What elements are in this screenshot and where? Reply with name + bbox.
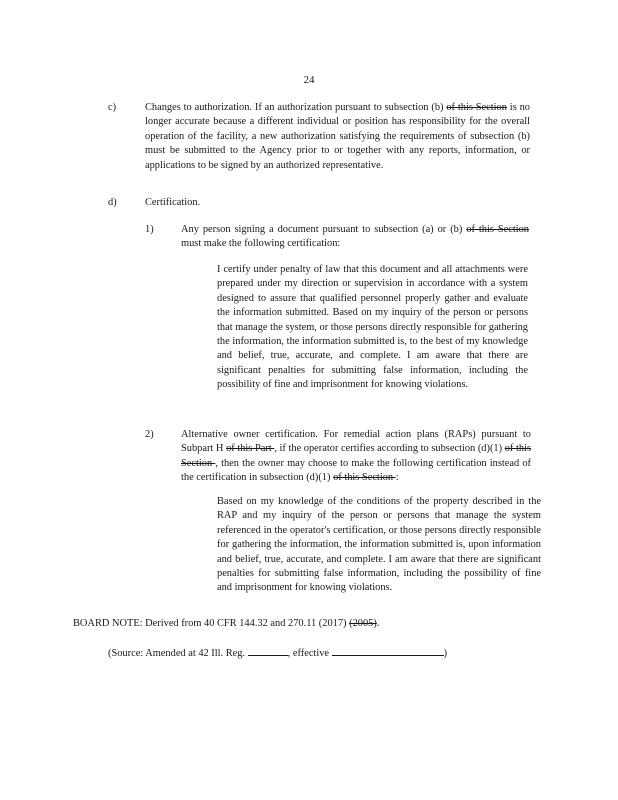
- source-suffix: ): [443, 648, 448, 659]
- source-line: [108, 645, 548, 661]
- reg-number-blank: [248, 645, 288, 656]
- item-d2-text-1: Alternative owner certification. For remedial action plans (RAPs) pursuant to Subpart H: [181, 429, 531, 455]
- item-d2-paragraph: [181, 428, 531, 486]
- item-d2-text-3: , then the owner may choose to make the following certification instead of the certification in subsection (d)(1): [181, 457, 532, 484]
- item-d-label: d): [108, 197, 117, 208]
- item-d1-text-continued: must make the following certification:: [181, 238, 341, 250]
- source-prefix: (Source: Amended at 42 Ill. Reg.: [108, 648, 248, 659]
- item-d2-label: 2): [145, 429, 154, 440]
- item-d1-paragraph: [181, 223, 529, 252]
- item-c-text: Changes to authorization. If an authorization pursuant to subsection (b): [145, 102, 447, 113]
- item-c-paragraph: [145, 101, 530, 173]
- board-note: [73, 617, 543, 631]
- board-note-end: .: [376, 618, 380, 629]
- item-d2-deleted-text-1: of this Part: [226, 443, 275, 455]
- item-d2-deleted-text-2: of this Section: [181, 443, 531, 469]
- source-middle: , effective: [287, 648, 332, 659]
- item-d2-text-4: :: [395, 472, 399, 484]
- item-d1-deleted-text: of this Section: [466, 224, 530, 235]
- board-note-deleted-text: (2005): [349, 618, 377, 629]
- certification-statement: I certify under penalty of law that this document and all attachments were prepared under my direction or supervision in accordance with a system designed to assure that qualified personnel properly gather and evaluate the information submitted. Based on my inquiry of the person or persons that manage the system, or those persons directly responsible for gathering the information, the information submitted is, to the best of my knowledge and belief, true, accurate, and complete. I am aware that there are significant penalties for submitting false information, including the possibility of fine and imprisonment for knowing violations.: [217, 264, 528, 391]
- item-d2-deleted-text-3: of this Section: [333, 472, 396, 484]
- item-c-label: c): [108, 102, 117, 113]
- item-c-text-continued: is no longer accurate because a different individual or position has responsibility for the overall operation of the facility, a new authorization satisfying the requirements of subsection (b) must be submitted to the Agency prior to or together with any reports, information, or applications to be signed by an authorized representative.: [145, 102, 530, 171]
- effective-date-blank: [332, 645, 444, 656]
- alternative-certification-statement: Based on my knowledge of the conditions of the property described in the RAP and my inquiry of the person or persons that manage the system referenced in the operator's certification, or those persons directly responsible for gathering the information, the information submitted is, upon information and belief, true, accurate, and complete. I am aware that there are significant penalties for submitting false information, including the possibility of fine and imprisonment for knowing violations.: [217, 496, 541, 594]
- item-d-heading: Certification.: [145, 197, 201, 208]
- item-d1-label: 1): [145, 224, 154, 235]
- page-number: 24: [303, 74, 315, 86]
- item-d1-text: Any person signing a document pursuant to subsection (a) or (b): [181, 224, 467, 235]
- item-c-deleted-text: of this Section: [446, 102, 507, 113]
- board-note-text: BOARD NOTE: Derived from 40 CFR 144.32 and 270.11 (2017): [73, 618, 350, 629]
- item-d2-text-2: , if the operator certifies according to subsection (d)(1): [274, 443, 505, 455]
